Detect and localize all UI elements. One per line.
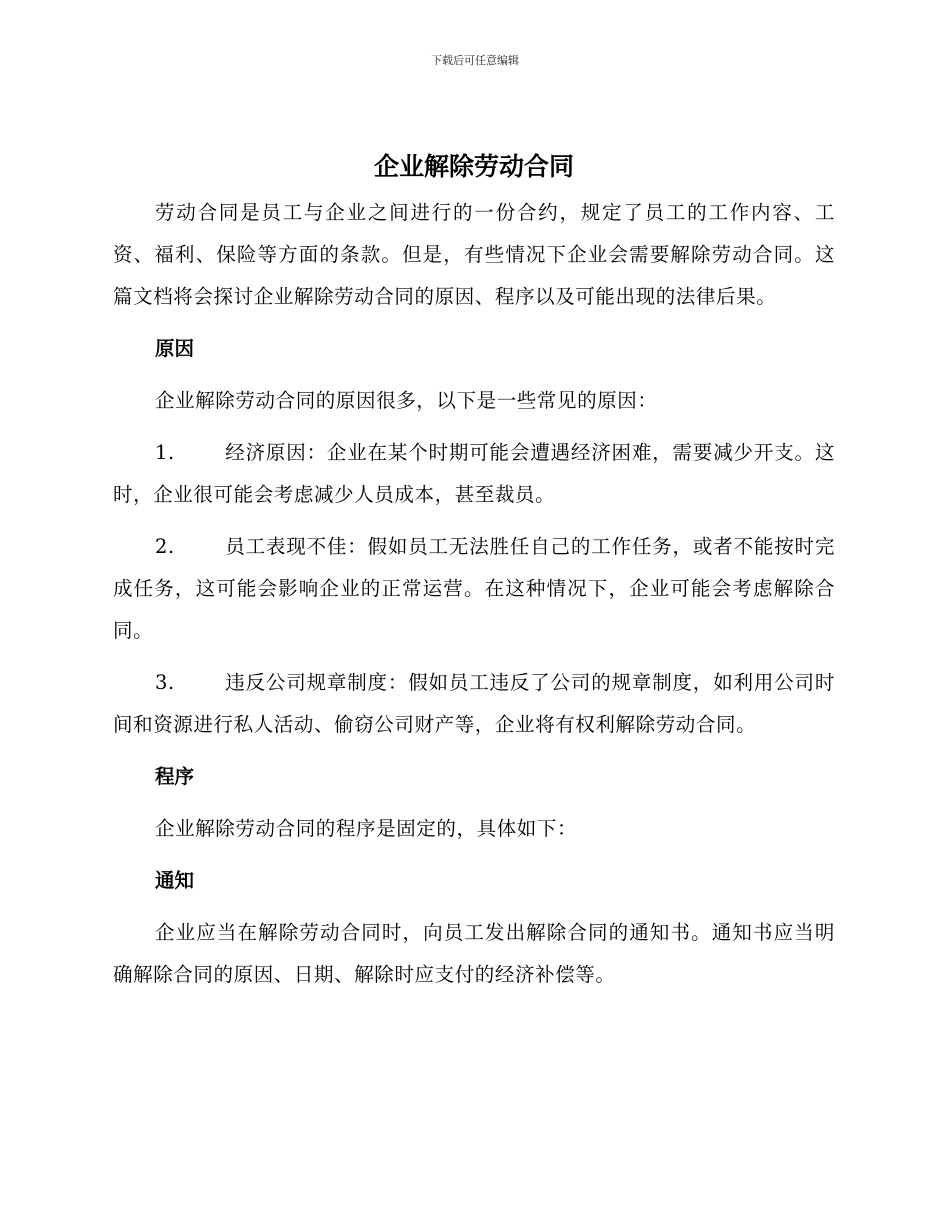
list-number: 1.	[155, 441, 175, 464]
list-number: 3.	[155, 671, 175, 694]
reason-list-item-3	[113, 662, 835, 746]
document-body	[113, 148, 835, 996]
intro-paragraph: 劳动合同是员工与企业之间进行的一份合约，规定了员工的工作内容、工资、福利、保险等方面的条款。但是，有些情况下企业会需要解除劳动合同。这篇文档将会探讨企业解除劳动合同的原因、程序以及可能出现的法律后果。	[113, 201, 835, 308]
list-item-text: 经济原因：企业在某个时期可能会遭遇经济困难，需要减少开支。这时，企业很可能会考虑减少人员成本，甚至裁员。	[113, 441, 835, 506]
list-number: 2.	[155, 535, 175, 558]
procedure-lead-paragraph: 企业解除劳动合同的程序是固定的，具体如下：	[155, 817, 578, 840]
section-heading-notice: 通知	[155, 869, 195, 892]
notice-paragraph: 企业应当在解除劳动合同时，向员工发出解除合同的通知书。通知书应当明确解除合同的原因、日期、解除时应支付的经济补偿等。	[113, 921, 835, 986]
section-heading-reasons: 原因	[155, 337, 195, 360]
reasons-lead-paragraph: 企业解除劳动合同的原因很多，以下是一些常见的原因：	[155, 389, 658, 412]
document-title: 企业解除劳动合同	[373, 152, 574, 181]
list-item-text: 违反公司规章制度：假如员工违反了公司的规章制度，如利用公司时间和资源进行私人活动、偷窃公司财产等，企业将有权利解除劳动合同。	[113, 671, 835, 736]
section-heading-procedure: 程序	[155, 765, 195, 788]
reason-list-item-1	[113, 432, 835, 516]
list-item-text: 员工表现不佳：假如员工无法胜任自己的工作任务，或者不能按时完成任务，这可能会影响企业的正常运营。在这种情况下，企业可能会考虑解除合同。	[113, 535, 835, 642]
reason-list-item-2	[113, 526, 835, 652]
header-note: 下载后可任意编辑	[431, 54, 519, 67]
